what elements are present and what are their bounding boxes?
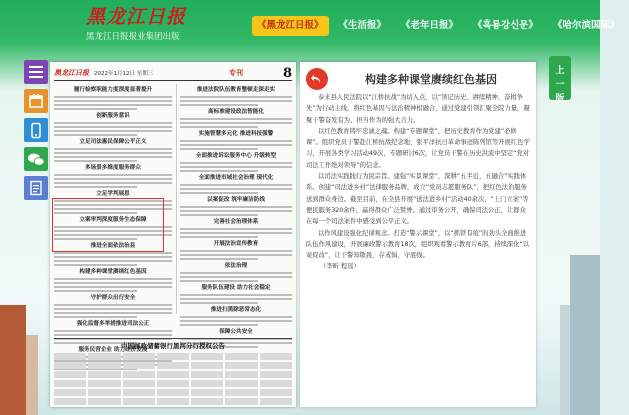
- ad-title: 中国邮政储蓄银行黑河分行授权公告: [121, 342, 225, 350]
- ad-cell: [225, 353, 257, 360]
- nav-harbin-international[interactable]: 《哈尔滨国际》: [552, 20, 620, 31]
- mobile-button[interactable]: [24, 118, 48, 142]
- newspaper-headline[interactable]: 立足学判展思: [96, 191, 130, 197]
- ad-cell: [88, 371, 120, 378]
- text-line: [54, 104, 172, 106]
- ad-cell: [191, 353, 223, 360]
- text-line: [54, 308, 172, 310]
- text-line: [180, 104, 258, 106]
- text-line: [180, 192, 258, 194]
- newspaper-headline[interactable]: 开展法治宣传教育: [213, 241, 259, 247]
- ad-cell: [54, 362, 86, 369]
- wechat-button[interactable]: [24, 147, 48, 171]
- ad-cell: [88, 362, 120, 369]
- previous-page-button[interactable]: [549, 56, 571, 104]
- newspaper-headline[interactable]: 完善社会治理体系: [213, 219, 259, 225]
- ad-cell: [191, 362, 223, 369]
- ad-cell: [260, 371, 292, 378]
- ad-cell: [88, 380, 120, 387]
- text-line: [180, 206, 292, 208]
- newspaper-headline[interactable]: 强化监督多举措推进司法公正: [76, 321, 150, 327]
- ad-cell: [191, 398, 223, 405]
- masthead-section: 专刊: [228, 69, 243, 77]
- ad-cell: [225, 380, 257, 387]
- ad-cell: [54, 353, 86, 360]
- ad-cell: [157, 398, 189, 405]
- text-line: [54, 174, 172, 176]
- text-line: [180, 166, 292, 168]
- newspaper-headline[interactable]: 服务队伍建设 助力社会稳定: [201, 285, 271, 291]
- newspaper-headline[interactable]: 高标准建设政法智能化: [208, 109, 264, 115]
- ad-cell: [54, 398, 86, 405]
- ad-cell: [157, 380, 189, 387]
- menu-icon: [29, 66, 43, 78]
- ad-cell: [88, 353, 120, 360]
- text-line: [180, 232, 292, 234]
- ad-cell: [225, 389, 257, 396]
- newspaper-headline[interactable]: 以案促改 筑牢廉洁防线: [207, 197, 265, 203]
- text-line: [54, 108, 137, 110]
- ad-grid: [54, 353, 292, 405]
- ad-cell: [157, 389, 189, 396]
- nav-life-daily[interactable]: 《生活报》: [338, 20, 387, 31]
- article-paragraph: 泰来县人民法院以“江桥抗战”为切入点，以“领记历史、赓续精神、奋楫争先”为行动主线，将红色基因与法治精神相融合，通过党建引领汇聚全院力量，凝聚干警奋发有为、担当作为的强大合力。: [306, 94, 530, 124]
- text-line: [54, 256, 172, 258]
- calendar-button[interactable]: [24, 89, 48, 113]
- text-line: [54, 122, 172, 124]
- text-line: [180, 250, 292, 252]
- page-switch-label-top: 上: [555, 66, 565, 76]
- text-line: [180, 272, 292, 274]
- text-line: [54, 334, 172, 336]
- text-line: [180, 214, 258, 216]
- ad-cell: [191, 389, 223, 396]
- text-line: [180, 280, 258, 282]
- ad-cell: [54, 380, 86, 387]
- text-line: [180, 236, 258, 238]
- ad-cell: [260, 389, 292, 396]
- page-switch-label-bottom: 版: [555, 94, 565, 104]
- newspaper-headline[interactable]: 推进全面依法治县: [90, 243, 136, 249]
- back-arrow-icon: [311, 70, 323, 89]
- newspaper-masthead: [54, 66, 292, 81]
- newspaper-headline[interactable]: 服务民营企业 助力经济发展: [78, 347, 148, 353]
- text-line: [180, 298, 292, 300]
- text-line: [54, 290, 137, 292]
- newspaper-headline[interactable]: 全面推进市域社会治理 现代化: [198, 175, 274, 181]
- ad-cell: [260, 398, 292, 405]
- newspaper-headline[interactable]: 立案审判深度服务生态保障: [79, 217, 147, 223]
- ad-cell: [54, 371, 86, 378]
- ad-cell: [88, 398, 120, 405]
- text-line: [180, 118, 292, 120]
- ad-cell: [260, 380, 292, 387]
- logo-title: 黑龙江日报: [86, 6, 187, 28]
- newspaper-column-right: [176, 84, 292, 335]
- text-line: [180, 316, 292, 318]
- text-line: [180, 294, 292, 296]
- nav-elderly-daily[interactable]: 《老年日报》: [401, 20, 459, 31]
- text-line: [180, 324, 258, 326]
- masthead-date: 2022年1月12日 星期三: [94, 71, 154, 77]
- document-button[interactable]: [24, 176, 48, 200]
- ad-cell: [260, 353, 292, 360]
- article-paragraph: 以作风建设强化纪律观念。打造“警示课堂”，以“抓铁有痕”的劲头全面推进队伍作风建设，开展廉政警示教育18次，组织观看警示教育片6部，持续深化“以案促改”，让干警知敬畏、存戒惧、守底线。: [306, 229, 530, 260]
- ad-cell: [225, 371, 257, 378]
- ad-cell: [123, 389, 155, 396]
- newspaper-headline[interactable]: 实施智慧多元化 推进科技强警: [198, 131, 274, 137]
- ad-cell: [123, 380, 155, 387]
- back-button[interactable]: [306, 68, 328, 90]
- text-line: [180, 126, 258, 128]
- text-line: [54, 312, 172, 314]
- logo-subtitle: 黑龙江日报报业集团出版: [86, 32, 180, 42]
- text-line: [54, 134, 137, 136]
- calendar-icon: [29, 94, 43, 108]
- article-panel: [300, 62, 536, 407]
- background-building-left-2: [26, 335, 38, 415]
- ad-cell: [157, 362, 189, 369]
- background-building-left: [0, 305, 26, 415]
- text-line: [54, 316, 137, 318]
- text-line: [54, 152, 172, 154]
- document-icon: [30, 181, 42, 195]
- newspaper-page[interactable]: [50, 62, 296, 407]
- newspaper-headline[interactable]: 全面推进诉讼服务中心 升级转型: [195, 153, 277, 159]
- text-line: [54, 252, 172, 254]
- text-line: [54, 286, 172, 288]
- article-paragraph: 以红色教育铸牢忠诚之魂。构建“专题课堂”，把历史教育作为党建“必修课”。组织党员干警赴江桥抗战纪念地、张平洋抗日革命事迹陈列馆等开展红色学习，开展各类学习活动49次，专题研讨6次，让党员干警在历史洪流中坚定“党对司法工作绝对领导”的信念。: [306, 127, 530, 169]
- newspaper-headline[interactable]: 立足司法惠民保障公平正义: [79, 139, 147, 145]
- text-line: [54, 130, 172, 132]
- masthead-name: 黑龙江日报: [54, 68, 89, 77]
- text-line: [180, 140, 292, 142]
- ad-cell: [157, 353, 189, 360]
- text-line: [54, 126, 172, 128]
- selected-article-region[interactable]: [52, 198, 164, 252]
- text-line: [54, 282, 172, 284]
- newspaper-headline[interactable]: 守护群众出行安全: [90, 295, 136, 301]
- ad-cell: [123, 353, 155, 360]
- newspaper-headline[interactable]: 履行检察职能力度深度显著提升: [73, 87, 153, 93]
- newspaper-headline[interactable]: 构建多种课堂赓续红色基因: [79, 269, 147, 275]
- text-line: [54, 182, 172, 184]
- ad-cell: [191, 371, 223, 378]
- ad-cell: [157, 371, 189, 378]
- text-line: [54, 186, 137, 188]
- text-line: [180, 254, 292, 256]
- text-line: [180, 276, 292, 278]
- text-line: [180, 184, 292, 186]
- ad-cell: [123, 362, 155, 369]
- masthead-page-number: 8: [282, 65, 292, 81]
- site-logo[interactable]: [86, 6, 216, 42]
- text-line: [54, 278, 172, 280]
- article-paragraph: 以司法实践践行为民宗旨。建强“实景课堂”，深耕“五半近、五融合”实践体系。创建“司法进乡村”法律服务品牌，成立“党员志愿服务队”，把红色法治服务送到群众身边。截至目前，在全县开展“送法进乡村”活动40余次，“上门立案”等便民服务320余件，赢得群众广泛赞誉。通过审务公开，确保司法公正，让群众在每一个司法案件中感受到公平正义。: [306, 173, 529, 226]
- text-line: [54, 304, 172, 306]
- newspaper-headline[interactable]: 推进法院队伍教育整顿走深走实: [196, 87, 276, 93]
- menu-button[interactable]: [24, 60, 48, 84]
- text-line: [180, 170, 258, 172]
- text-line: [180, 96, 292, 98]
- ad-cell: [260, 362, 292, 369]
- ad-cell: [191, 380, 223, 387]
- text-line: [180, 302, 258, 304]
- ad-cell: [54, 389, 86, 396]
- text-line: [180, 210, 292, 212]
- ad-cell: [123, 398, 155, 405]
- wechat-icon: [28, 153, 44, 166]
- text-line: [180, 122, 292, 124]
- text-line: [54, 156, 172, 158]
- newspaper-headline[interactable]: 创新服务意识: [96, 113, 130, 119]
- background-building-right: [570, 255, 600, 415]
- text-line: [54, 260, 172, 262]
- ad-cell: [225, 362, 257, 369]
- text-line: [180, 162, 292, 164]
- article-author: （李昕 程瑶）: [320, 263, 360, 271]
- page-switch-label-mid: 一: [555, 80, 565, 90]
- text-line: [54, 178, 172, 180]
- text-line: [180, 258, 258, 260]
- text-line: [180, 188, 292, 190]
- newspaper-ad[interactable]: [54, 338, 292, 405]
- text-line: [54, 160, 137, 162]
- newspaper-nav: [252, 16, 629, 36]
- ad-cell: [88, 389, 120, 396]
- text-line: [180, 228, 292, 230]
- background-building-right-2: [560, 305, 570, 415]
- text-line: [180, 144, 292, 146]
- text-line: [54, 96, 172, 98]
- text-line: [180, 100, 292, 102]
- newspaper-headline[interactable]: 多场景多维度服务群众: [85, 165, 141, 171]
- left-toolbar: [24, 60, 48, 205]
- text-line: [54, 148, 172, 150]
- newspaper-headline[interactable]: 推进扫黑除恶常态化: [210, 307, 262, 313]
- text-line: [54, 264, 137, 266]
- mobile-icon: [31, 123, 41, 138]
- text-line: [180, 148, 258, 150]
- text-line: [54, 100, 172, 102]
- text-line: [180, 320, 292, 322]
- article-title: 构建多种课堂赓续红色基因: [365, 73, 497, 86]
- ad-cell: [123, 371, 155, 378]
- nav-korean-newspaper[interactable]: 《흑룡강신문》: [473, 20, 538, 31]
- newspaper-headline[interactable]: 保障公共安全: [219, 329, 253, 335]
- newspaper-headline[interactable]: 依法治理: [224, 263, 248, 269]
- article-body: [306, 92, 530, 273]
- ad-cell: [225, 398, 257, 405]
- nav-heilongjiang-daily[interactable]: 《黑龙江日报》: [252, 16, 329, 36]
- text-line: [54, 330, 172, 332]
